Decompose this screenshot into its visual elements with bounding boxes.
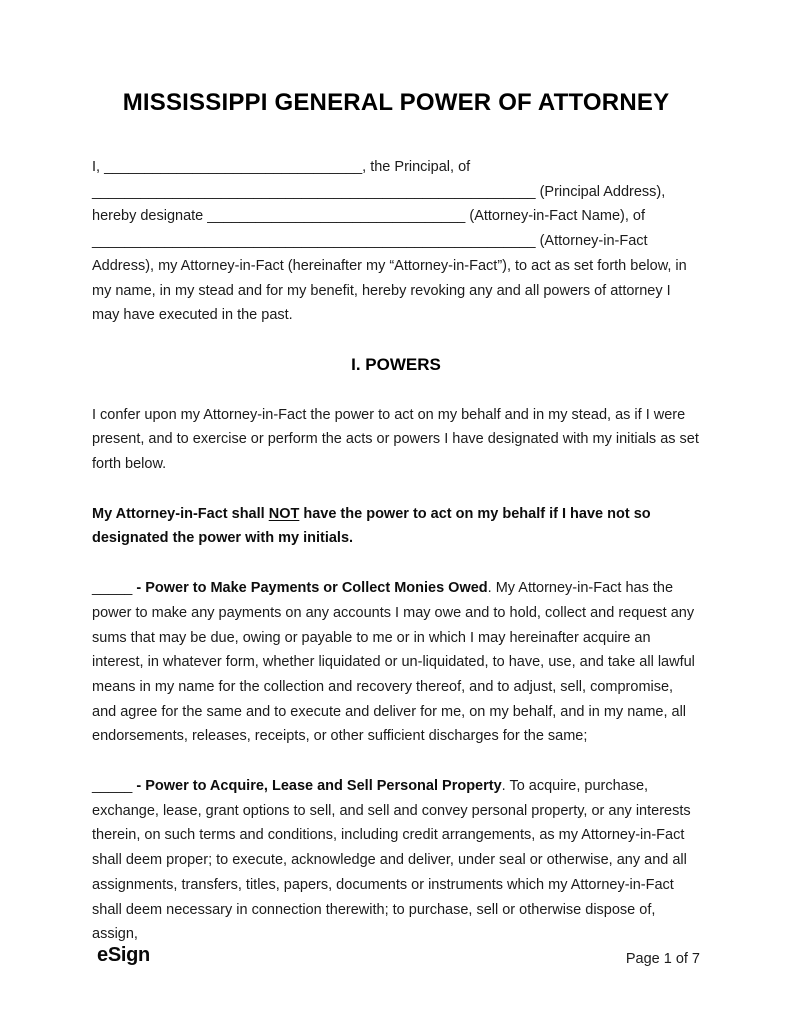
text-run: . To acquire, purchase, exchange, lease, grant options to sell, and sell and convey personal property, or any interests therein, on such terms and conditions, including credit arrangements, as my Attorney-in-Fact shall deem proper; to execute, acknowledge and deliver, under seal or otherwise, any and all assignments, transfers, titles, papers, documents or instruments which my Attorney-in-Fact shall deem necessary in connection therewith; to purchase, sell or otherwise dispose of, assign, bbox=[92, 778, 691, 943]
page-footer bbox=[97, 944, 700, 967]
text-run: I confer upon my Attorney-in-Fact the power to act on my behalf and in my stead, as if I were present, and to exercise or perform the acts or powers I have designated with my initials as set forth below. bbox=[92, 406, 699, 473]
text-run: (Attorney-in-Fact Name), of bbox=[465, 208, 646, 225]
text-run: NOT bbox=[268, 505, 300, 522]
initials-required-notice bbox=[92, 502, 700, 551]
esign-logo: eSign bbox=[97, 944, 150, 966]
intro-paragraph bbox=[92, 155, 700, 328]
blank-fill-in-line[interactable]: ________________________________ bbox=[104, 159, 363, 175]
powers-section-heading: I. POWERS bbox=[351, 354, 441, 374]
blank-fill-in-line[interactable]: _______________________________________________________ bbox=[92, 183, 536, 200]
blank-fill-in-line[interactable]: _______________________________________________________ bbox=[92, 233, 536, 250]
blank-fill-in-line[interactable]: _____ bbox=[92, 580, 133, 597]
text-run: (Principal Address), hereby designate bbox=[92, 183, 666, 225]
text-run: My Attorney-in-Fact shall bbox=[92, 505, 269, 522]
power-payments-paragraph bbox=[92, 576, 700, 749]
document-title: MISSISSIPPI GENERAL POWER OF ATTORNEY bbox=[122, 89, 670, 116]
text-run: (Attorney-in-Fact Address), my Attorney-in-Fact (hereinafter my “Attorney-in-Fact”), to act as set forth below, in my name, in my stead and for my benefit, hereby revoking any and all powers of attorney I may have executed in the past. bbox=[92, 233, 687, 324]
power-personal-property-paragraph bbox=[92, 774, 700, 947]
text-run: , the Principal, of bbox=[362, 159, 471, 175]
text-run: . My Attorney-in-Fact has the power to make any payments on any accounts I may owe and to hold, collect and request any sums that may be due, owing or payable to me or in which I may hereinafter acquire an interest, in whatever form, whether liquidated or un-liquidated, to have, use, and take all lawful means in my name for the collection and recovery thereof, and to adjust, sell, compromise, and agree for the same and to execute and deliver for me, on my behalf, and in my name, all endorsements, releases, receipts, or other sufficient discharges for the same; bbox=[92, 580, 695, 745]
page-number-label: Page 1 of 7 bbox=[625, 951, 700, 967]
blank-fill-in-line[interactable]: _____ bbox=[92, 778, 133, 795]
confer-powers-paragraph bbox=[92, 403, 700, 477]
text-run: have the power to act on my behalf if I have not so designated the power with my initials. bbox=[92, 505, 651, 547]
blank-fill-in-line[interactable]: ________________________________ bbox=[207, 208, 466, 225]
text-run: - Power to Make Payments or Collect Monies Owed bbox=[132, 580, 488, 597]
text-run: - Power to Acquire, Lease and Sell Personal Property bbox=[132, 778, 502, 795]
text-run: I, bbox=[92, 159, 105, 175]
